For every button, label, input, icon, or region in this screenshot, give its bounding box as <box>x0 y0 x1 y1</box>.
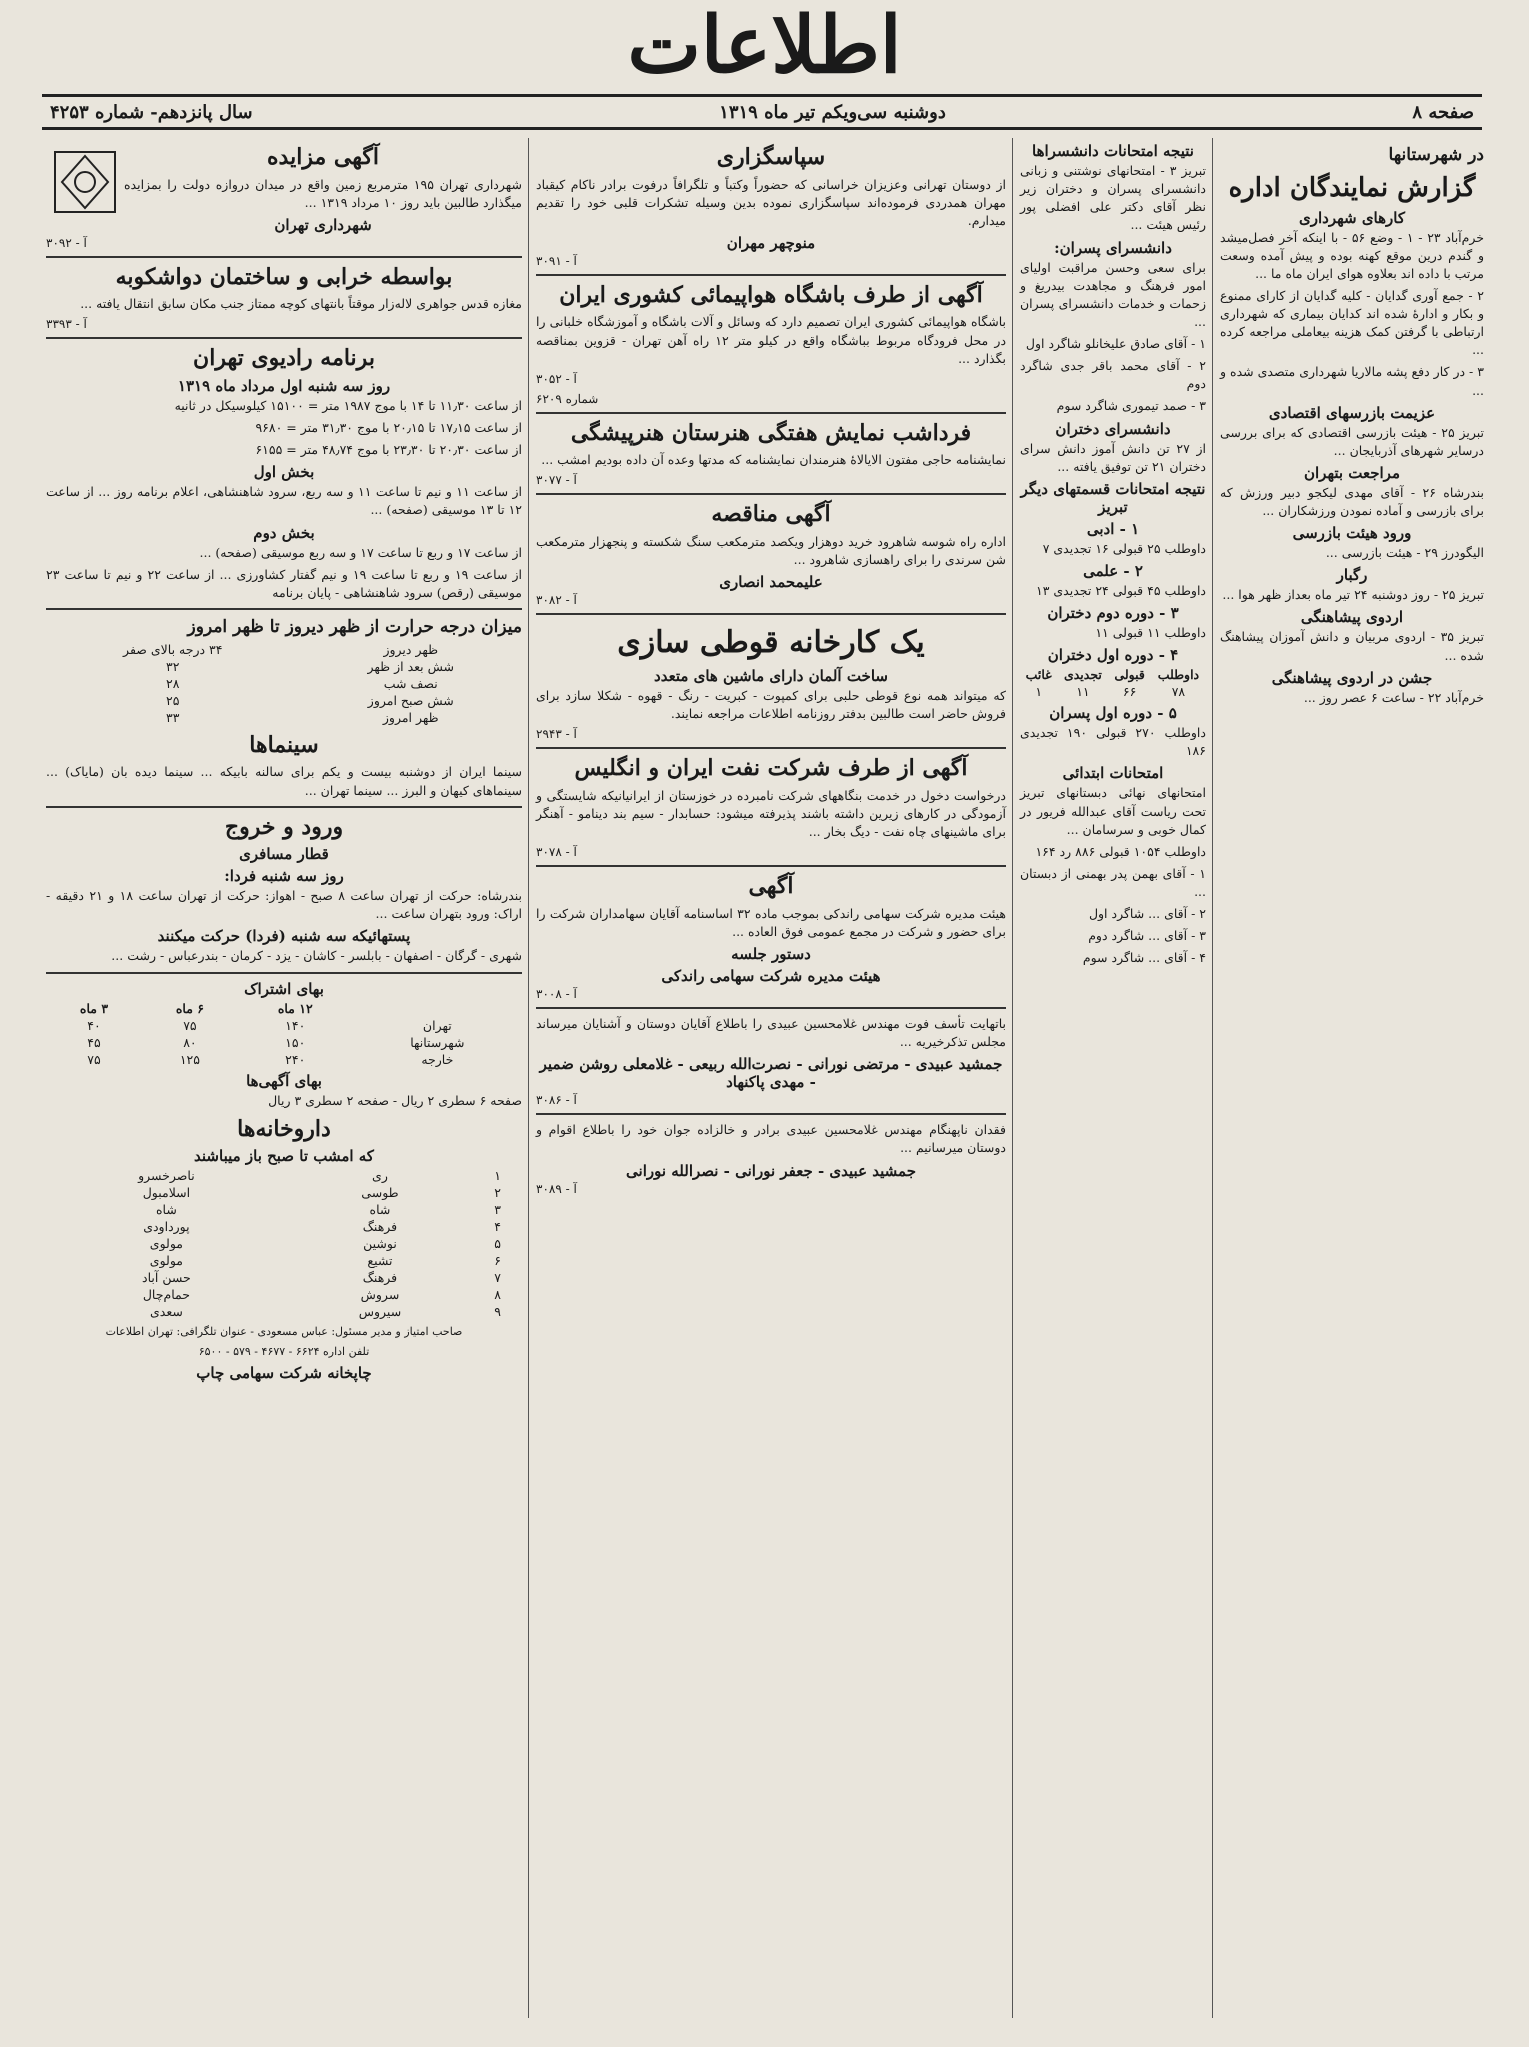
table-cell: فرهنگ <box>362 1219 398 1235</box>
table-cell: ۹ <box>494 1304 501 1320</box>
table-cell: فرهنگ <box>362 1270 398 1286</box>
primary-stats: داوطلب ۱۰۵۴ قبولی ۸۸۶ رد ۱۶۴ <box>1035 843 1206 859</box>
table-cell: خارجه <box>421 1051 454 1067</box>
rank-1: ۱ - آقای صادق علیخانلو شاگرد اول <box>1025 336 1206 351</box>
girls2-heading: ۳ - دوره دوم دختران <box>1047 604 1179 622</box>
separator <box>536 865 1006 867</box>
printer-credit: چاپخانه شرکت سهامی چاپ <box>196 1364 372 1383</box>
separator <box>536 747 1006 749</box>
part2-p: از ساعت ۱۷ و ربع تا ساعت ۱۷ و سه ربع موسیقی (صفحه) ... <box>199 544 522 560</box>
agenda-heading: دستور جلسه <box>731 945 811 963</box>
ad-code: آ - ۳۰۸۲ <box>536 593 577 608</box>
separator <box>536 493 1006 495</box>
table-header: ۱۲ ماه <box>277 1000 313 1016</box>
primary-p: امتحانهای نهائی دبستانهای تبریز تحت ریاست آقای عبدالله فریور در کمال خوبی و سرسامان ... <box>1020 785 1206 837</box>
factory-heading: یک کارخانه قوطی سازی <box>617 625 925 661</box>
table-cell: ۷۸ <box>1171 684 1186 700</box>
sci-heading: ۲ - علمی <box>1083 561 1143 580</box>
table-header <box>353 1000 522 1017</box>
section-headline: گزارش نمایندگان اداره <box>1228 173 1476 204</box>
boys1-heading: ۵ - دوره اول پسران <box>1049 704 1177 723</box>
part1-p: از ساعت ۱۱ و نیم تا ساعت ۱۱ و سه ربع، سرود شاهنشاهی، اعلام برنامه روز ... از ساعت ۱۲ تا ۱۳ موسیقی (صفحه) ... <box>46 484 522 518</box>
shop-p: مغازه قدس جواهری لاله‌زار موقتاً بانتهای کوچه ممتاز جنب مکان سابق انتقال یافته ... <box>80 296 522 312</box>
train-p: بندرشاه: حرکت از تهران ساعت ۸ صبح - اهواز: حرکت از تهران ساعت ۱۸ و ۲۱ دقیقه - اراک: ورود بتهران ساعت ... <box>46 888 523 922</box>
tender-p: اداره راه شوسه شاهرود خرید دوهزار ویکصد مترمکعب سنگ شکسته و پنجهزار مترمکعب شن سرندی را برای راهسازی شاهرود ... <box>536 533 1006 567</box>
table-cell: ۸ <box>494 1287 501 1303</box>
exams-p1: تبریز ۳ - امتحانهای نوشتنی و زبانی دانشسرای پسران و دختران زیر نظر آقای دکتر علی افضلی پور رئیس هیئت ... <box>1020 163 1207 233</box>
oil-heading: آگهی از طرف شرکت نفت ایران و انگلیس <box>574 755 968 782</box>
table-cell: شاه <box>369 1202 391 1218</box>
table-cell: ۳۳ <box>166 709 180 725</box>
train-heading: قطار مسافری <box>239 845 329 864</box>
table-cell: ۶ <box>494 1253 501 1269</box>
table-cell: پورداودی <box>143 1219 190 1235</box>
table-cell: ۳ <box>494 1202 501 1218</box>
table-cell: ۳۴ درجه بالای صفر <box>123 641 223 657</box>
boys1-p: داوطلب ۲۷۰ قبولی ۱۹۰ تجدیدی ۱۸۶ <box>1020 725 1206 759</box>
ad-code: آ - ۲۹۴۳ <box>536 727 577 742</box>
obituary2-names: جمشید عبیدی - جعفر نورانی - نصرالله نورانی <box>626 1161 916 1180</box>
auction-heading: آگهی مزایده <box>267 144 379 170</box>
exhibit-heading: فرداشب نمایش هفتگی هنرستان هنرپیشگی <box>570 419 972 446</box>
radio-freq: از ساعت ۲۰٫۳۰ تا ۲۳٫۳۰ با موج ۴۸٫۷۴ متر = ۶۱۵۵ <box>255 442 522 458</box>
table-cell: شهرستانها <box>410 1034 465 1050</box>
economic-heading: عزیمت بازرسهای اقتصادی <box>1268 403 1436 422</box>
table-cell: ۱۴۰ <box>285 1017 306 1033</box>
issue-date: دوشنبه سی‌ویکم تیر ماه ۱۳۱۹ <box>719 101 946 123</box>
pharmacy-table <box>46 1167 522 1320</box>
economic-p: تبریز ۲۵ - هیئت بازرسی اقتصادی که برای بررسی درسایر شهرهای آذربایجان ... <box>1220 424 1485 458</box>
ad-code: آ - ۳۰۷۷ <box>536 473 577 488</box>
separator <box>46 608 522 610</box>
agenda-sign: هیئت مدیره شرکت سهامی راندکی <box>661 967 881 985</box>
teheran-heading: مراجعت بتهران <box>1303 463 1400 482</box>
primary-rank: ۲ - آقای ... شاگرد اول <box>1088 906 1206 922</box>
ad-code: آ - ۳۰۷۸ <box>536 845 577 860</box>
ad-code: آ - ۳۰۸۶ <box>536 1093 577 1108</box>
separator <box>46 337 522 339</box>
subscription-table <box>46 1000 522 1068</box>
publisher-info: صاحب امتیاز و مدیر مسئول: عباس مسعودی - عنوان تلگرافی: تهران اطلاعات <box>105 1325 463 1339</box>
board-p: الیگودرز ۲۹ - هیئت بازرسی ... <box>1325 545 1484 561</box>
table-cell: ظهر امروز <box>382 709 439 725</box>
year-issue: سال پانزدهم- شماره ۴۲۵۳ <box>50 101 253 123</box>
notice-heading: آگهی <box>748 873 794 900</box>
column-rule <box>1012 138 1013 2018</box>
obituary-names: جمشید عبیدی - مرتضی نورانی - نصرت‌الله ربیعی - غلامعلی روشن ضمیر - مهدی پاکنهاد <box>539 1055 1003 1092</box>
evening-p: از ساعت ۱۹ و ربع تا ساعت ۱۹ و نیم گفتار کشاورزی ... از ساعت ۲۲ و نیم تا ساعت ۲۳ موسیقی (رقص) سرود شاهنشاهی - پایان برنامه <box>46 566 522 600</box>
radio-freq: از ساعت ۱۷٫۱۵ تا ۲۰٫۱۵ با موج ۳۱٫۳۰ متر = ۹۶۸۰ <box>255 420 522 435</box>
oil-p: درخواست دخول در خدمت بنگاههای شرکت نامبرده در خوزستان از ایرانیانیکه شایستگی و آزمودگی در کارهای زیرین داشته باشند پذیرفته میشود: حسابدار - سیم بند دینامو - آهنگر برای ماشینهای چاه نفت - دیگ بخار ... <box>536 787 1006 840</box>
tender-heading: آگهی مناقصه <box>711 501 831 528</box>
celebration-heading: جشن در اردوی پیشاهنگی <box>1271 668 1433 687</box>
part2-heading: بخش دوم <box>253 523 315 542</box>
part1-heading: بخش اول <box>253 463 315 482</box>
table-cell: سروش <box>360 1287 400 1303</box>
table-cell: شش صبح امروز <box>367 692 454 708</box>
separator <box>536 274 1006 276</box>
table-cell: ۱ <box>1035 684 1043 700</box>
primary-heading: امتحانات ابتدائی <box>1062 764 1164 783</box>
rank-3: ۳ - صمد تیموری شاگرد سوم <box>1056 398 1206 414</box>
table-cell: ۲۴۰ <box>285 1051 306 1067</box>
temperature-table <box>46 641 522 726</box>
table-header: ۳ ماه <box>79 1000 109 1016</box>
column-rule <box>528 138 529 2018</box>
ad-code: آ - ۳۰۰۸ <box>536 987 577 1001</box>
club-p: باشگاه هواپیمائی کشوری ایران تصمیم دارد که وسائل و آلات باشگاه و آموزشگاه خلبانی را در محل فرودگاه مربوط بباشگاه واقع در کیلو متر ۱۲ راه آهن تهران - قزوین بمناقصه بگذارد ... <box>536 314 1007 366</box>
table-cell: اسلامبول <box>142 1185 191 1201</box>
table-header: قبولی <box>1114 667 1145 683</box>
ad-code: آ - ۳۳۹۳ <box>46 317 87 332</box>
separator <box>46 256 522 258</box>
table-cell: مولوی <box>149 1236 183 1252</box>
column-exams <box>1014 138 1212 2018</box>
travel-heading: ورود و خروج <box>224 813 344 840</box>
municipal-p1: خرم‌آباد ۲۳ - ۱ - وضع ۵۶ - با اینکه آخر فصل‌میشد و گندم درین موقع کهنه بوده و پیش آمده وسعت مرتب با داده اند بعلاوه هوای ایران ماه ما ... <box>1220 229 1485 281</box>
table-cell: ۸۰ <box>183 1034 197 1050</box>
table-cell: ۴۵ <box>87 1034 101 1050</box>
radio-heading: برنامه رادیوی تهران <box>193 345 375 372</box>
ad-number: شماره ۶۲۰۹ <box>536 391 599 406</box>
table-cell: سیروس <box>358 1304 402 1320</box>
teheran-p: بندرشاه ۲۶ - آقای مهدی لیکجو دبیر ورزش که برای بازرسی و آماده نمودن ورزشکاران ... <box>1220 484 1484 519</box>
obituary2-p: فقدان ناپهنگام مهندس غلامحسین عبیدی برادر و خالزاده جوان خود را باطلاع اقوام و دوستان میرسانیم ... <box>536 1122 1006 1156</box>
table-cell: ۷۵ <box>87 1051 101 1067</box>
shop-heading: بواسطه خرابی و ساختمان دواشکوبه <box>115 263 453 290</box>
table-cell: شش بعد از ظهر <box>367 658 455 674</box>
column-center <box>530 138 1012 2018</box>
train-sub: روز سه شنبه فردا: <box>224 867 344 886</box>
lit-heading: ۱ - ادبی <box>1086 519 1140 538</box>
ad-code: آ - ۳۰۹۲ <box>46 235 87 250</box>
factory-sub: ساخت آلمان دارای ماشین های متعدد <box>654 667 888 686</box>
table-cell: حسن آباد <box>142 1270 191 1286</box>
separator <box>536 1007 1006 1009</box>
pharmacy-heading: داروخانه‌ها <box>237 1115 331 1142</box>
separator <box>536 412 1006 414</box>
post-heading: پستهائیکه سه شنبه (فردا) حرکت میکنند <box>157 927 411 946</box>
girls2-p: داوطلب ۱۱ قبولی ۱۱ <box>1095 625 1206 640</box>
table-cell: ۷ <box>494 1270 501 1286</box>
table-cell: ۱۱ <box>1076 684 1090 700</box>
table-cell: ۵ <box>494 1236 501 1252</box>
table-header: غائب <box>1025 667 1052 683</box>
table-cell: مولوی <box>149 1253 183 1269</box>
table-cell: ۱ <box>494 1168 501 1184</box>
subscription-heading: بهای اشتراک <box>244 979 324 998</box>
sci-p: داوطلب ۴۵ قبولی ۲۴ تجدیدی ۱۳ <box>1035 582 1206 598</box>
page-number: صفحه ۸ <box>1412 101 1474 123</box>
camp-p: تبریز ۳۵ - اردوی مربیان و دانش آموزان پیشاهنگ شده ... <box>1220 629 1484 663</box>
radio-freq: از ساعت ۱۱٫۳۰ تا ۱۴ با موج ۱۹۸۷ متر = ۱۵۱۰۰ کیلوسیکل در ثانیه <box>174 397 522 413</box>
exams-heading: نتیجه امتحانات دانشسراها <box>1032 142 1194 160</box>
column-provinces <box>1214 138 1490 2018</box>
lit-p: داوطلب ۲۵ قبولی ۱۶ تجدیدی ۷ <box>1042 540 1206 556</box>
pharmacy-sub: که امشب تا صبح باز میباشند <box>194 1147 374 1166</box>
exams-p2: برای سعی وحسن مراقبت اولیای امور فرهنگ و مجاهدت بیدریغ و زحمات و خدمات دانشسرای پسران ... <box>1020 259 1206 329</box>
municipality-seal-icon <box>50 142 120 222</box>
table-cell: تهران <box>422 1017 452 1033</box>
boys-heading: دانشسرای پسران: <box>1054 238 1172 257</box>
separator <box>46 972 522 974</box>
table-cell: ۲ <box>494 1185 501 1201</box>
table-header: داوطلب <box>1157 667 1200 683</box>
obituary-p: باتهایت تأسف فوت مهندس غلامحسین عبیدی را باطلاع آقایان دوستان و آشنایان میرساند مجلس تذکرخیریه ... <box>536 1016 1006 1050</box>
table-cell: ۴۰ <box>87 1017 101 1033</box>
girls1-table <box>1020 666 1206 700</box>
separator <box>46 806 522 808</box>
rank-2: ۲ - آقای محمد باقر جدی شاگرد دوم <box>1020 358 1206 392</box>
table-cell: ۴ <box>494 1219 501 1235</box>
camp-heading: اردوی پیشاهنگی <box>1300 608 1404 627</box>
phone-info: تلفن اداره ۶۶۲۴ - ۴۶۷۷ - ۵۷۹ - ۶۵۰۰ <box>198 1345 370 1359</box>
column-rule <box>1212 138 1213 2018</box>
table-cell: شاه <box>155 1202 177 1218</box>
ads-price-p: صفحه ۶ سطری ۲ ریال - صفحه ۲ سطری ۳ ریال <box>268 1092 522 1108</box>
auction-p: شهرداری تهران ۱۹۵ مترمربع زمین واقع در میدان دروازه دولت را بمزایده میگذارد طالبین باید روز ۱۰ مرداد ۱۳۱۹ ... <box>124 176 522 210</box>
section-kicker: در شهرستانها <box>1388 145 1484 165</box>
separator <box>536 613 1006 615</box>
cinema-p: سینما ایران از دوشنبه بیست و یکم برای سالنه بابیکه ... سینما دیده بان (مایاک) ... سینماهای کیهان و البرز ... سینما تهران ... <box>46 764 522 798</box>
flood-p: تبریز ۲۵ - روز دوشنبه ۲۴ تیر ماه بعداز ظهر هوا ... <box>1222 587 1484 603</box>
thanks-heading: سپاسگزاری <box>716 144 826 170</box>
table-cell: ۱۲۵ <box>179 1051 200 1067</box>
primary-rank: ۱ - آقای بهمن پدر بهمنی از دبستان ... <box>1020 865 1206 899</box>
table-header: ۶ ماه <box>175 1000 204 1016</box>
club-heading: آگهی از طرف باشگاه هواپیمائی کشوری ایران <box>559 281 983 308</box>
table-cell: ظهر دیروز <box>383 641 439 657</box>
table-cell: طوسی <box>361 1185 399 1201</box>
notice-p: هیئت مدیره شرکت سهامی راندکی بموجب ماده ۳۲ اساسنامه آقایان سهامداران شرکت را برای حضور و شرکت در مجمع عمومی فوق العاده ... <box>536 905 1006 939</box>
table-cell: ۶۶ <box>1122 684 1137 700</box>
post-p: شهری - گرگان - اصفهان - بابلسر - کاشان - یزد - کرمان - بندرعباس - رشت ... <box>111 948 522 964</box>
factory-p: که میتواند همه نوع قوطی حلبی برای کمپوت - کبریت - رنگ - قهوه - شکلا سازد برای فروش حاضر است طالبین بدفتر روزنامه اطلاعات مراجعه نمایند. <box>536 688 1006 722</box>
primary-rank: ۴ - آقای ... شاگرد سوم <box>1082 950 1206 966</box>
thanks-sign: منوچهر مهران <box>726 233 816 252</box>
masthead <box>0 0 1529 92</box>
newspaper-title: اطلاعات <box>627 0 902 91</box>
auction-sign: شهرداری تهران <box>274 215 372 234</box>
ad-code: آ - ۳۰۹۱ <box>536 253 577 268</box>
table-cell: حمام‌چال <box>142 1287 190 1303</box>
table-cell: نصف شب <box>383 675 438 691</box>
girls-heading: دانشسرای دختران <box>1055 419 1171 438</box>
table-cell: ۷۵ <box>183 1017 197 1033</box>
table-cell: ری <box>372 1168 388 1184</box>
board-heading: ورود هیئت بازرسی <box>1292 524 1412 543</box>
table-cell: سعدی <box>149 1304 183 1320</box>
flood-heading: رگبار <box>1336 566 1368 585</box>
column-listings <box>40 138 528 2018</box>
primary-rank: ۳ - آقای ... شاگرد دوم <box>1088 928 1206 944</box>
ad-code: آ - ۳۰۸۹ <box>536 1181 577 1196</box>
tender-sign: علیمحمد انصاری <box>719 573 823 592</box>
cinema-heading: سینماها <box>249 731 319 758</box>
exhibit-p: نمایشنامه حاجی مفتون الایالاهٔ هنرمندان نمایشنامه که مدتها وعده آن داده بودیم امشب ... <box>541 452 1006 468</box>
celebration-p: خرم‌آباد ۲۲ - ساعت ۶ عصر روز ... <box>1303 689 1484 705</box>
separator <box>536 1113 1006 1115</box>
municipal-p3: ۳ - در کار دفع پشه مالاریا شهرداری متصدی شده و ... <box>1220 364 1484 398</box>
table-cell: ناصرخسرو <box>138 1168 195 1184</box>
temperature-heading: میزان درجه حرارت از ظهر دیروز تا ظهر امروز <box>187 616 522 637</box>
municipal-heading: کارهای شهرداری <box>1299 208 1405 227</box>
table-cell: نوشین <box>363 1236 397 1252</box>
ads-price-heading: بهای آگهی‌ها <box>246 1071 322 1090</box>
table-cell: ۲۵ <box>166 692 180 708</box>
girls1-heading: ۴ - دوره اول دختران <box>1047 646 1179 665</box>
table-cell: تشیع <box>367 1253 393 1269</box>
table-cell: ۳۲ <box>166 658 180 674</box>
ad-code: آ - ۳۰۵۲ <box>536 371 577 386</box>
radio-date: روز سه شنبه اول مرداد ماه ۱۳۱۹ <box>177 376 391 395</box>
table-header: تجدیدی <box>1063 667 1102 683</box>
table-cell: ۲۸ <box>166 675 180 691</box>
info-bar <box>42 94 1482 130</box>
thanks-p: از دوستان تهرانی وعزیزان خراسانی که حضوراً وکتباً و تلگرافاً درفوت برادر ناکام کیقباد مهران همدردی فرموده‌اند سپاسگزاری نموده بدین وسیله تشکرات قلبی خود را تقدیم میدارم. <box>536 176 1006 228</box>
table-cell: ۱۵۰ <box>285 1034 306 1050</box>
municipal-p2: ۲ - جمع آوری گدایان - کلیه گدایان از کارای ممنوع و بکار و ادارهٔ شده اند کدایان بیماری که شهرداری ارتباطی با گرفتن کمک هزینه بیعاملی مراجعه کرده ... <box>1220 287 1484 358</box>
classes-heading: نتیجه امتحانات قسمتهای دیگر تبریز <box>1020 479 1206 516</box>
girls-p: از ۲۷ تن دانش آموز دانش سرای دختران ۲۱ تن توفیق یافته ... <box>1020 440 1207 474</box>
